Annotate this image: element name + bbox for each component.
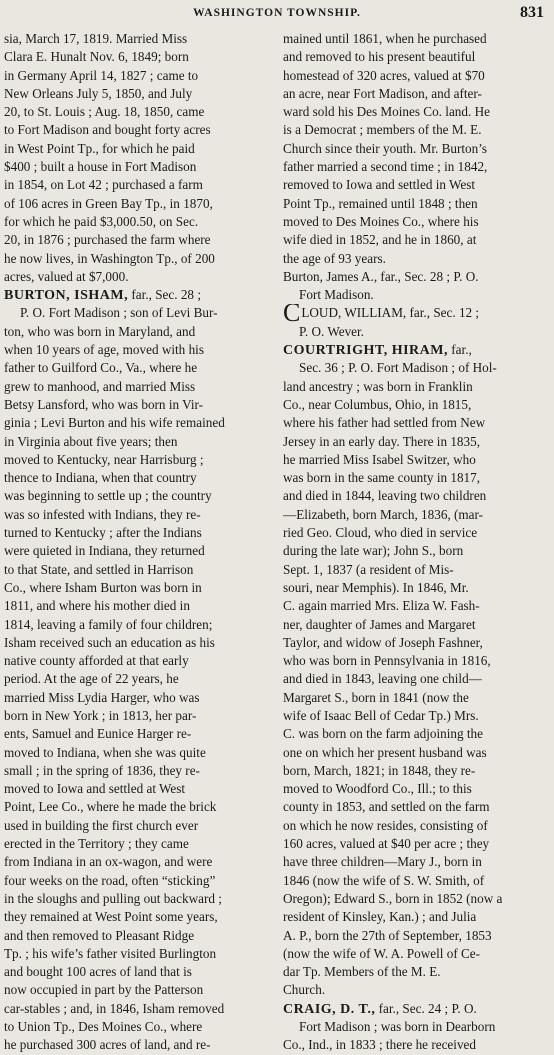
text-line: the age of 93 years. xyxy=(283,250,386,266)
drop-cap-letter: C xyxy=(283,304,301,323)
text-line: four weeks on the road, often “sticking” xyxy=(4,872,216,888)
entry-burton-isham-heading xyxy=(4,286,279,304)
text-line: married Miss Lydia Harger, who was xyxy=(4,689,200,705)
text-line: was beginning to settle up ; the country xyxy=(4,488,212,504)
text-line: 160 acres, valued at $40 per acre ; they xyxy=(283,836,490,852)
text-line: —Elizabeth, born March, 1836, (mar- xyxy=(283,506,484,522)
text-line: small ; in the spring of 1836, they re- xyxy=(4,762,200,778)
text-line: Oregon); Edward S., born in 1852 (now a xyxy=(283,890,503,906)
text-line: Burton, James A., far., Sec. 28 ; P. O. xyxy=(283,268,479,284)
text-line: New Orleans July 5, 1850, and July xyxy=(4,85,193,101)
text-line: erected in the Territory ; they came xyxy=(4,836,189,852)
text-line: Fort Madison. xyxy=(299,287,374,303)
text-line: Tp. ; his wife’s father visited Burlington xyxy=(4,945,217,961)
text-line: father to Guilford Co., Va., where he xyxy=(4,360,198,376)
text-line: moved to Des Moines Co., where his xyxy=(283,213,479,229)
text-line: (now the wife of W. A. Powell of Ce- xyxy=(283,945,481,961)
text-line: Isham received such an education as his xyxy=(4,634,215,650)
text-line: land ancestry ; was born in Franklin xyxy=(283,378,473,394)
text-line: born in New York ; in 1813, her par- xyxy=(4,707,197,723)
text-line: on which he now resides, consisting of xyxy=(283,817,488,833)
text-line: in Germany April 14, 1827 ; came to xyxy=(4,67,199,83)
text-line: he purchased 300 acres of land, and re- xyxy=(4,1037,211,1053)
text-line: C. was born on the farm adjoining the xyxy=(283,726,483,742)
text-line: wife of Isaac Bell of Cedar Tp.) Mrs. xyxy=(283,707,479,723)
text-line: ward sold his Des Moines Co. land. He xyxy=(283,104,490,120)
text-line: resident of Kinsley, Kan.) ; and Julia xyxy=(283,909,477,925)
text-line: in Virginia about five years; then xyxy=(4,433,178,449)
text-line: native county afforded at that early xyxy=(4,653,189,669)
entry-courtright-hiram-heading xyxy=(283,341,549,359)
entry-name: LOUD, WILLIAM, xyxy=(301,305,407,321)
text-line: 1811, and where his mother died in xyxy=(4,598,190,614)
right-column xyxy=(283,30,549,1055)
text-line: P. O. Fort Madison ; son of Levi Bur- xyxy=(20,305,218,321)
text-line: he now lives, in Washington Tp., of 200 xyxy=(4,250,215,266)
text-line: Jersey in an early day. There in 1835, xyxy=(283,433,481,449)
text-line: homestead of 320 acres, valued at $70 xyxy=(283,67,485,83)
text-line: mained until 1861, when he purchased xyxy=(283,31,487,46)
text-line: Sec. 36 ; P. O. Fort Madison ; of Hol- xyxy=(299,360,497,376)
text-line: A. P., born the 27th of September, 1853 xyxy=(283,927,492,943)
entry-name: COURTRIGHT, HIRAM, xyxy=(283,343,448,359)
text-line: souri, near Memphis). In 1846, Mr. xyxy=(283,579,469,595)
running-title: WASHINGTON TOWNSHIP. xyxy=(193,7,361,19)
text-line: period. At the age of 22 years, he xyxy=(4,671,179,687)
text-line: turned to Kentucky ; after the Indians xyxy=(4,525,202,541)
text-line: born, March, 1821; in 1848, they re- xyxy=(283,762,476,778)
text-line: wife died in 1852, and he in 1860, at xyxy=(283,232,477,248)
left-column xyxy=(4,30,279,1055)
text-line: was so infested with Indians, they re- xyxy=(4,506,201,522)
text-line: ried Geo. Cloud, who died in service xyxy=(283,525,478,541)
text-line: ginia ; Levi Burton and his wife remained xyxy=(4,415,225,431)
text-line: one on which her present husband was xyxy=(283,744,487,760)
entry-details: far., xyxy=(447,342,472,358)
text-line: thence to Indiana, when that country xyxy=(4,470,197,486)
text-line: acres, valued at $7,000. xyxy=(4,268,129,284)
text-line: Co., near Columbus, Ohio, in 1815, xyxy=(283,396,472,412)
entry-details: far., Sec. 28 ; xyxy=(128,287,201,303)
text-line: to Fort Madison and bought forty acres xyxy=(4,122,211,138)
text-line: Church. xyxy=(283,982,326,998)
text-line: when 10 years of age, moved with his xyxy=(4,342,204,358)
page-header xyxy=(0,3,554,25)
text-line: they remained at West Point some years, xyxy=(4,909,218,925)
text-line: moved to Woodford Co., Ill.; to this xyxy=(283,781,472,797)
text-line: 20, in 1876 ; purchased the farm where xyxy=(4,232,211,248)
text-line: 1814, leaving a family of four children; xyxy=(4,616,213,632)
text-line: in 1854, on Lot 42 ; purchased a farm xyxy=(4,177,203,193)
text-line: Fort Madison ; was born in Dearborn xyxy=(299,1019,496,1035)
text-line: moved to Indiana, when she was quite xyxy=(4,744,206,760)
text-line: in West Point Tp., for which he paid xyxy=(4,140,195,156)
text-line: Margaret S., born in 1841 (now the xyxy=(283,689,469,705)
text-line: county in 1853, and settled on the farm xyxy=(283,799,490,815)
entry-craig-dt-heading xyxy=(283,1000,549,1018)
text-line: 1846 (now the wife of S. W. Smith, of xyxy=(283,872,485,888)
text-line: sia, March 17, 1819. Married Miss xyxy=(4,31,188,46)
text-line: who was born in Pennsylvania in 1816, xyxy=(283,653,491,669)
text-line: an acre, near Fort Madison, and after- xyxy=(283,85,482,101)
text-line: father married a second time ; in 1842, xyxy=(283,159,488,175)
text-line: ton, who was born in Maryland, and xyxy=(4,323,196,339)
text-line: he married Miss Isabel Switzer, who xyxy=(283,451,476,467)
text-line: were quieted in Indiana, they returned xyxy=(4,543,205,559)
text-line: Clara E. Hunalt Nov. 6, 1849; born xyxy=(4,49,189,65)
text-line: moved to Kentucky, near Harrisburg ; xyxy=(4,451,204,467)
text-line: in the sloughs and pulling out backward ; xyxy=(4,890,222,906)
text-line: and then removed to Pleasant Ridge xyxy=(4,927,195,943)
text-line: of 106 acres in Green Bay Tp., in 1870, xyxy=(4,195,213,211)
text-line: to that State, and settled in Harrison xyxy=(4,561,194,577)
text-line: Church since their youth. Mr. Burton’s xyxy=(283,140,488,156)
text-line: ents, Samuel and Eunice Harger re- xyxy=(4,726,192,742)
text-line: 20, to St. Louis ; Aug. 18, 1850, came xyxy=(4,104,205,120)
text-line: C. again married Mrs. Eliza W. Fash- xyxy=(283,598,480,614)
text-line: dar Tp. Members of the M. E. xyxy=(283,964,441,980)
entry-details: far., Sec. 24 ; P. O. xyxy=(375,1000,477,1016)
text-line: to Union Tp., Des Moines Co., where xyxy=(4,1019,203,1035)
text-line: was born in the same county in 1817, xyxy=(283,470,481,486)
text-line: from Indiana in an ox-wagon, and were xyxy=(4,854,213,870)
text-line: and removed to his present beautiful xyxy=(283,49,476,65)
text-line: and died in 1843, leaving one child— xyxy=(283,671,482,687)
text-line: $400 ; built a house in Fort Madison xyxy=(4,159,197,175)
text-line: grew to manhood, and married Miss xyxy=(4,378,196,394)
page-number: 831 xyxy=(520,4,544,21)
text-line: Point, Lee Co., where he made the brick xyxy=(4,799,217,815)
text-line: where his father had settled from New xyxy=(283,415,486,431)
text-line: Point Tp., remained until 1848 ; then xyxy=(283,195,478,211)
text-line: and died in 1844, leaving two children xyxy=(283,488,487,504)
text-line: used in building the first church ever xyxy=(4,817,199,833)
entry-name: CRAIG, D. T., xyxy=(283,1001,376,1017)
text-line: P. O. Wever. xyxy=(299,323,364,339)
text-line: Betsy Lansford, who was born in Vir- xyxy=(4,396,204,412)
text-line: now occupied in part by the Patterson xyxy=(4,982,204,998)
text-line: moved to Iowa and settled at West xyxy=(4,781,186,797)
text-line: and bought 100 acres of land that is xyxy=(4,964,192,980)
text-line: is a Democrat ; members of the M. E. xyxy=(283,122,482,138)
entry-cloud-william-heading xyxy=(283,304,549,322)
text-line: Co., where Isham Burton was born in xyxy=(4,579,202,595)
text-line: have three children—Mary J., born in xyxy=(283,854,482,870)
entry-name: BURTON, ISHAM, xyxy=(4,288,129,304)
entry-details: far., Sec. 12 ; xyxy=(406,305,480,321)
text-line: Co., Ind., in 1833 ; there he received xyxy=(283,1037,476,1053)
text-line: Taylor, and widow of Joseph Fashner, xyxy=(283,634,483,650)
text-line: for which he paid $3,000.50, on Sec. xyxy=(4,213,199,229)
text-line: removed to Iowa and settled in West xyxy=(283,177,476,193)
text-line: ner, daughter of James and Margaret xyxy=(283,616,476,632)
text-line: car-stables ; and, in 1846, Isham removed xyxy=(4,1000,225,1016)
text-line: Sept. 1, 1837 (a resident of Mis- xyxy=(283,561,454,577)
text-line: during the late war); John S., born xyxy=(283,543,464,559)
